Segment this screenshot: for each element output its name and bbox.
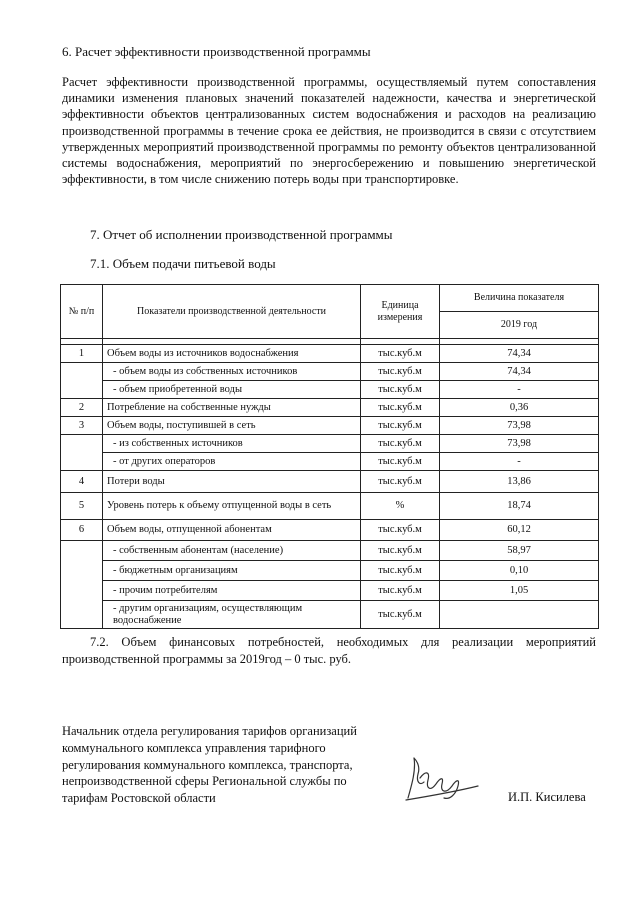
section-7-1-heading: 7.1. Объем подачи питьевой воды (90, 256, 276, 271)
table-row (61, 541, 599, 561)
row-unit: тыс.куб.м (361, 541, 440, 561)
row-unit: тыс.куб.м (361, 435, 440, 453)
row-value: 0,36 (440, 399, 599, 417)
row-indicator: - от других операторов (103, 453, 361, 471)
row-num: 4 (61, 471, 103, 493)
row-unit: тыс.куб.м (361, 601, 440, 629)
row-unit: тыс.куб.м (361, 399, 440, 417)
row-num: 5 (61, 493, 103, 520)
row-indicator: - другим организациям, осуществляющим водоснабжение (103, 601, 361, 629)
section-7-heading: 7. Отчет об исполнении производственной программы (90, 227, 393, 242)
signatory-title-line: непроизводственной сферы Региональной службы по (62, 774, 347, 789)
row-value: - (440, 453, 599, 471)
row-indicator: Уровень потерь к объему отпущенной воды в сеть (103, 493, 361, 520)
row-unit: тыс.куб.м (361, 417, 440, 435)
row-indicator: - собственным абонентам (население) (103, 541, 361, 561)
row-indicator: - из собственных источников (103, 435, 361, 453)
row-num (61, 541, 103, 629)
row-value: - (440, 381, 599, 399)
table-row (61, 435, 599, 453)
table-row (61, 417, 599, 435)
table-row (61, 399, 599, 417)
row-unit: тыс.куб.м (361, 471, 440, 493)
header-value-group: Величина показателя (440, 285, 599, 312)
row-num: 3 (61, 417, 103, 435)
signatory-title (62, 723, 382, 807)
row-num (61, 435, 103, 471)
row-value: 58,97 (440, 541, 599, 561)
row-unit: тыс.куб.м (361, 561, 440, 581)
row-num: 2 (61, 399, 103, 417)
row-value: 13,86 (440, 471, 599, 493)
row-indicator: Объем воды, отпущенной абонентам (103, 520, 361, 541)
row-value: 73,98 (440, 417, 599, 435)
row-value (440, 601, 599, 629)
header-year: 2019 год (440, 312, 599, 339)
header-unit: Единица измерения (361, 285, 440, 339)
row-unit: тыс.куб.м (361, 381, 440, 399)
row-indicator: Потребление на собственные нужды (103, 399, 361, 417)
table-row (61, 381, 599, 399)
header-num: № п/п (61, 285, 103, 339)
row-unit: тыс.куб.м (361, 520, 440, 541)
table-row (61, 453, 599, 471)
section-6-paragraph: Расчет эффективности производственной программы, осуществляемый путем сопоставления динамики изменения плановых значений показателей надежности, качества и энергетической эффективности объектов централизованных систем водоснабжения и расходов на реализацию производственной программы в течение срока ее действия, не производится в связи с отсутствием утвержденных мероприятий производственной программы по ремонту объектов централизованной системы водоснабжения, мероприятий по энергосбережению и повышению энергетической эффективности, в том числе снижению потерь воды при транспортировке. (62, 75, 596, 187)
row-indicator: - бюджетным организациям (103, 561, 361, 581)
row-indicator: - объем приобретенной воды (103, 381, 361, 399)
row-unit: тыс.куб.м (361, 345, 440, 363)
row-unit: тыс.куб.м (361, 363, 440, 381)
row-value: 74,34 (440, 345, 599, 363)
signatory-title-line: регулирования коммунального комплекса, транспорта, (62, 757, 353, 772)
table-row (61, 581, 599, 601)
row-value: 0,10 (440, 561, 599, 581)
table-row (61, 471, 599, 493)
row-num (61, 363, 103, 399)
signatory-title-line: Начальник отдела регулирования тарифов организаций (62, 724, 357, 738)
row-value: 73,98 (440, 435, 599, 453)
row-unit: % (361, 493, 440, 520)
row-value: 60,12 (440, 520, 599, 541)
signatory-title-line: коммунального комплекса управления тарифного (62, 740, 326, 755)
row-value: 18,74 (440, 493, 599, 520)
row-num: 6 (61, 520, 103, 541)
row-unit: тыс.куб.м (361, 581, 440, 601)
handwritten-signature (400, 752, 482, 808)
table-row (61, 345, 599, 363)
row-indicator: - прочим потребителям (103, 581, 361, 601)
row-indicator: Объем воды, поступившей в сеть (103, 417, 361, 435)
row-indicator: Объем воды из источников водоснабжения (103, 345, 361, 363)
table-row (61, 363, 599, 381)
row-num: 1 (61, 345, 103, 363)
row-value: 74,34 (440, 363, 599, 381)
section-7-2-text: 7.2. Объем финансовых потребностей, необходимых для реализации мероприятий производственной программы за 2019год – 0 тыс. руб. (62, 635, 596, 666)
water-supply-table (60, 284, 599, 629)
signatory-name: И.П. Кисилева (508, 790, 586, 804)
row-indicator: - объем воды из собственных источников (103, 363, 361, 381)
row-unit: тыс.куб.м (361, 453, 440, 471)
table-row (61, 520, 599, 541)
table-row (61, 601, 599, 629)
table-row (61, 561, 599, 581)
signatory-title-line: тарифам Ростовской области (62, 791, 216, 806)
header-indicator: Показатели производственной деятельности (103, 285, 361, 339)
section-6-heading: 6. Расчет эффективности производственной программы (62, 44, 371, 59)
table-row (61, 493, 599, 520)
row-indicator: Потери воды (103, 471, 361, 493)
row-value: 1,05 (440, 581, 599, 601)
